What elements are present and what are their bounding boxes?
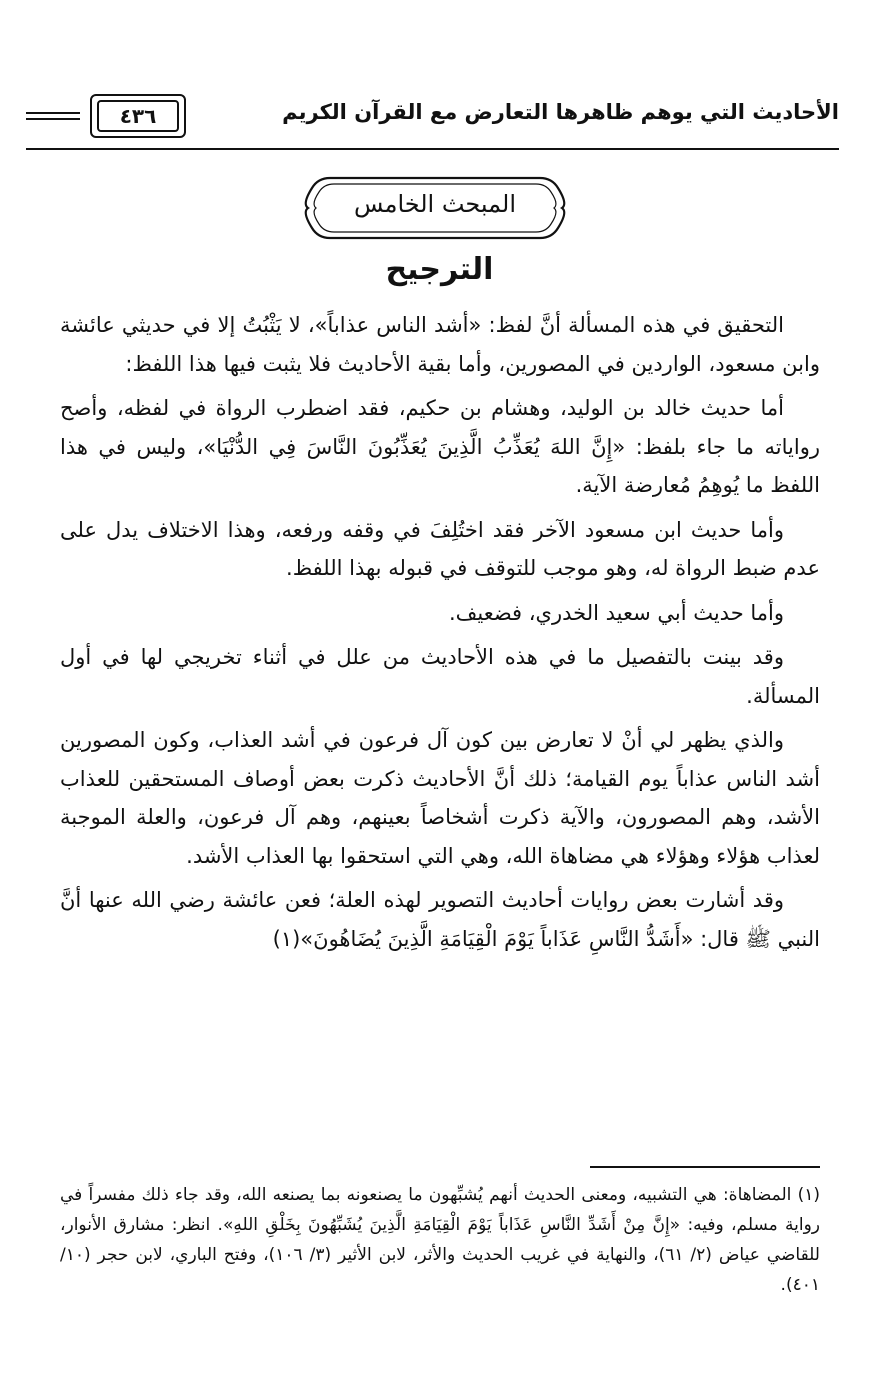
footnote	[60, 1180, 820, 1300]
paragraph: والذي يظهر لي أنْ لا تعارض بين كون آل فرعون في أشد العذاب، وكون المصورين أشد الناس عذاباً يوم القيامة؛ ذلك أنَّ الأحاديث ذكرت بعض أوصاف المستحقين للعذاب الأشد، وهم المصورون، والآية ذكرت أشخاصاً بعينهم، وهم آل فرعون، والعلة الموجبة لعذاب هؤلاء وهؤلاء هي مضاهاة الله، وهي التي استحقوا بها العذاب الأشد.	[60, 728, 820, 868]
section-frame	[300, 174, 570, 242]
page-number-frame	[90, 94, 186, 138]
paragraph: وقد أشارت بعض روايات أحاديث التصوير لهذه العلة؛ فعن عائشة رضي الله عنها أنَّ النبي ﷺ قال: «أَشَدُّ النَّاسِ عَذَاباً يَوْمَ الْقِيَامَةِ الَّذِينَ يُضَاهُونَ»(١)	[60, 888, 820, 951]
section-label: المبحث الخامس	[353, 190, 517, 218]
paragraph: أما حديث خالد بن الوليد، وهشام بن حكيم، فقد اضطرب الرواة في لفظه، وأصح رواياته ما جاء بلفظ: «إِنَّ اللهَ يُعَذِّبُ الَّذِينَ يُعَذِّبُونَ النَّاسَ فِي الدُّنْيَا»، وليس في هذا اللفظ ما يُوهِمُ مُعارضة الآية.	[60, 396, 820, 497]
paragraph: وأما حديث ابن مسعود الآخر فقد اختُلِفَ في وقفه ورفعه، وهذا الاختلاف يدل على عدم ضبط الرواة له، وهو موجب للتوقف في قبوله بهذا اللفظ.	[60, 517, 820, 580]
section-title: الترجيح	[385, 252, 494, 287]
page-number: ٤٣٦	[97, 100, 179, 132]
footnote-text: (١) المضاهاة: هي التشبيه، ومعنى الحديث أنهم يُشبِّهون ما يصنعونه بما يصنعه الله، وقد جاء ذلك مفسراً في رواية مسلم، وفيه: «إِنَّ مِنْ أَشَدِّ النَّاسِ عَذَاباً يَوْمَ الْقِيَامَةِ الَّذِينَ يُشَبِّهُونَ بِخَلْقِ اللهِ». انظر: مشارق الأنوار، للقاضي عياض (٢/ ٦١)، والنهاية في غريب الحديث والأثر، لابن الأثير (٣/ ١٠٦)، وفتح الباري، لابن حجر (١٠/ ٤٠١).	[60, 1185, 820, 1295]
header-rule-lower	[26, 118, 80, 120]
footnote-divider	[590, 1166, 820, 1168]
running-title: الأحاديث التي يوهم ظاهرها التعارض مع القرآن الكريم	[282, 100, 839, 124]
header-rule-upper	[26, 112, 80, 114]
paragraph: وأما حديث أبي سعيد الخدري، فضعيف.	[448, 600, 784, 625]
main-text	[60, 306, 820, 958]
paragraph: التحقيق في هذه المسألة أنَّ لفظ: «أشد الناس عذاباً»، لا يَثْبُتُ إلا في حديثي عائشة وابن مسعود، الواردين في المصورين، وأما بقية الأحاديث فلا يثبت فيها هذا اللفظ:	[60, 313, 820, 376]
paragraph: وقد بينت بالتفصيل ما في هذه الأحاديث من علل في أثناء تخريجي لها في أول المسألة.	[60, 645, 820, 708]
running-header	[26, 92, 839, 150]
header-underline	[26, 148, 839, 150]
